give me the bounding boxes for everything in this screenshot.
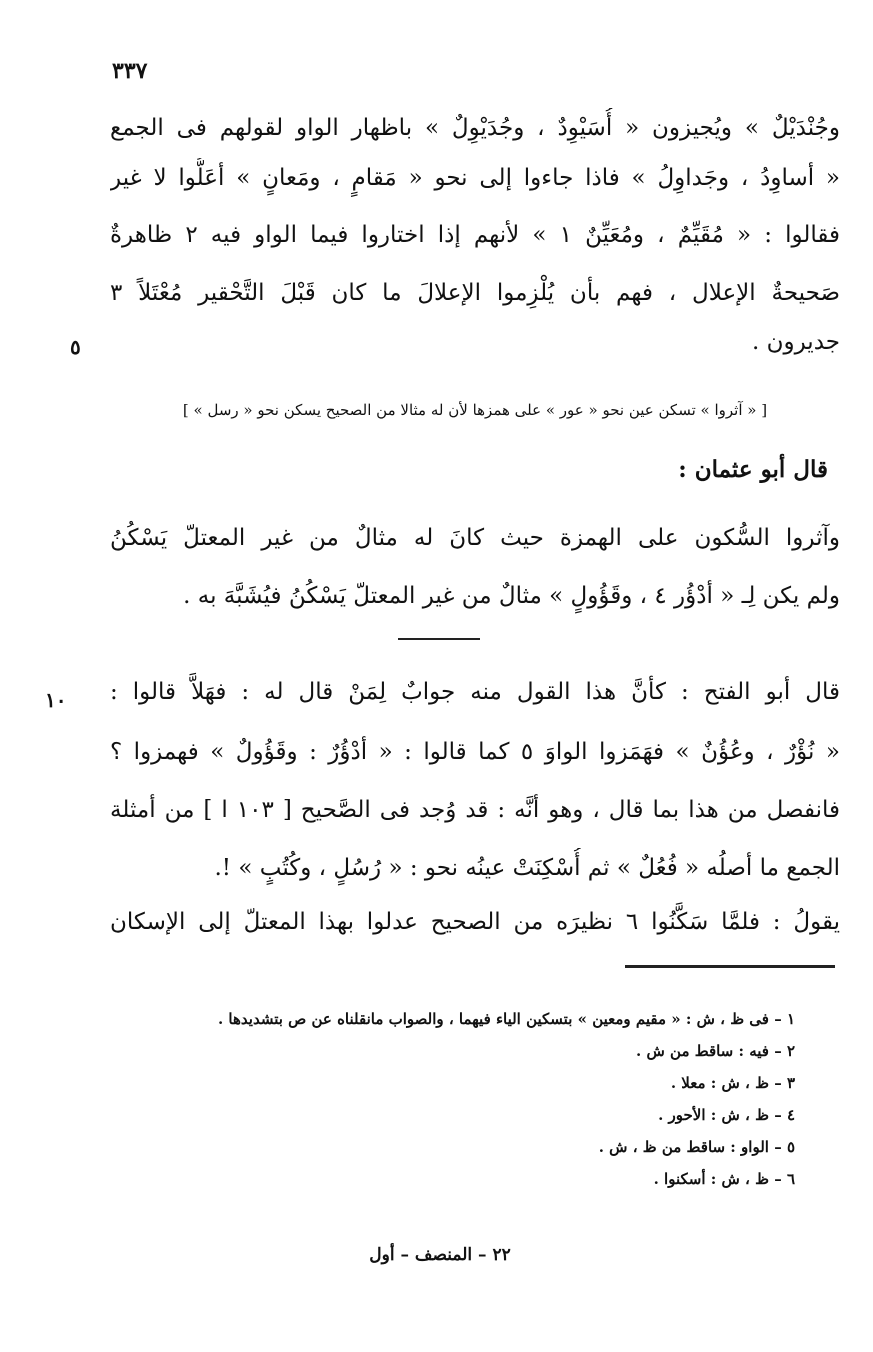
- footnote-item: [218, 1035, 795, 1067]
- footnotes: [218, 1003, 795, 1195]
- footnote-text: الواو : ساقط من ظ ، ش .: [598, 1138, 769, 1156]
- footnote-item: [218, 1003, 795, 1035]
- page-number: ٣٣٧: [112, 58, 148, 84]
- footnote-number: ٥ –: [774, 1138, 795, 1156]
- paragraph-line: « نُؤْرٌ ، وعُؤُنٌ » فهَمَزوا الواوَ ٥ كما قالوا : « أدْؤُرٌ : وقَؤُولٌ » فهمزوا ؟: [110, 739, 840, 765]
- paragraph-line: وآثروا السُّكون على الهمزة حيث كانَ له مثالٌ من غير المعتلّ يَسْكُنُ: [110, 525, 840, 551]
- signature-mark: ٢٢ – المنصف – أول: [369, 1245, 511, 1265]
- footnote-text: ظ ، ش : الأحور .: [658, 1106, 769, 1124]
- footnote-text: ظ ، ش : معلا .: [670, 1074, 769, 1092]
- footnote-item: [218, 1163, 795, 1195]
- bracketed-summary: [ « آثروا » تسكن عين نحو « عور » على همزها لأن له مثالا من الصحيح يسكن نحو « رسل » ]: [182, 401, 768, 419]
- paragraph-line: صَحيحةٌ الإعلال ، فهم بأن يُلْزِموا الإعلالَ ما كان قَبْلَ التَّحْقير مُعْتَلاً ٣: [110, 280, 840, 306]
- section-heading: قال أبو عثمان :: [678, 456, 828, 483]
- paragraph-line: ولم يكن لِـ « أدْؤُر ٤ ، وقَؤُولٍ » مثالٌ من غير المعتلّ يَسْكُنُ فيُشَبَّهَ به .: [183, 583, 840, 609]
- paragraph-line: وجُنْدَيْلٌ » ويُجيزون « أُسَيْوِدٌ ، وجُدَيْوِلٌ » باظهار الواو لقولهم فى الجمع: [110, 115, 840, 141]
- paragraph-line: فقالوا : « مُقَيِّمٌ ، ومُعَيِّنٌ ١ » لأنهم إذا اختاروا فيما الواو فيه ٢ ظاهرةٌ: [110, 222, 840, 248]
- paragraph-line: فانفصل من هذا بما قال ، وهو أنَّه : قد وُجد فى الصَّحيح [ ١٠٣ ا ] من أمثلة: [110, 797, 840, 823]
- section-divider: [398, 638, 480, 640]
- paragraph-line: « أساوِدُ ، وجَداوِلُ » فاذا جاءوا إلى نحو « مَقامٍ ، ومَعانٍ » أعَلُّوا لا غير: [110, 165, 840, 191]
- footnote-item: [218, 1099, 795, 1131]
- paragraph-line: جديرون .: [751, 329, 840, 355]
- paragraph-line: قال أبو الفتح : كأنَّ هذا القول منه جوابٌ لِمَنْ قال له : فهَلاَّ قالوا :: [110, 679, 840, 705]
- footnote-number: ٦ –: [774, 1170, 795, 1188]
- footnote-number: ٤ –: [774, 1106, 795, 1124]
- paragraph-line: الجمع ما أصلُه « فُعُلٌ » ثم أُسْكِنَتْ عينُه نحو : « رُسُلٍ ، وكُتُبٍ » !.: [214, 855, 840, 881]
- footnote-text: ظ ، ش : أسكنوا .: [653, 1170, 769, 1188]
- footnote-item: [218, 1067, 795, 1099]
- footnote-text: فى ظ ، ش : « مقيم ومعين » بتسكين الياء فيهما ، والصواب مانقلناه عن ص بتشديدها .: [217, 1010, 769, 1028]
- footnote-divider: [625, 965, 835, 968]
- footnote-text: فيه : ساقط من ش .: [636, 1042, 769, 1060]
- footnote-item: [218, 1131, 795, 1163]
- footnote-number: ٢ –: [774, 1042, 795, 1060]
- footnote-number: ٣ –: [774, 1074, 795, 1092]
- line-number-5: ٥: [70, 335, 81, 359]
- footnote-number: ١ –: [774, 1010, 795, 1028]
- paragraph-line: يقولُ : فلمَّا سَكَّنُوا ٦ نظيرَه من الصحيح عدلوا بهذا المعتلّ إلى الإسكان: [110, 909, 840, 935]
- line-number-10: ١٠: [45, 688, 67, 712]
